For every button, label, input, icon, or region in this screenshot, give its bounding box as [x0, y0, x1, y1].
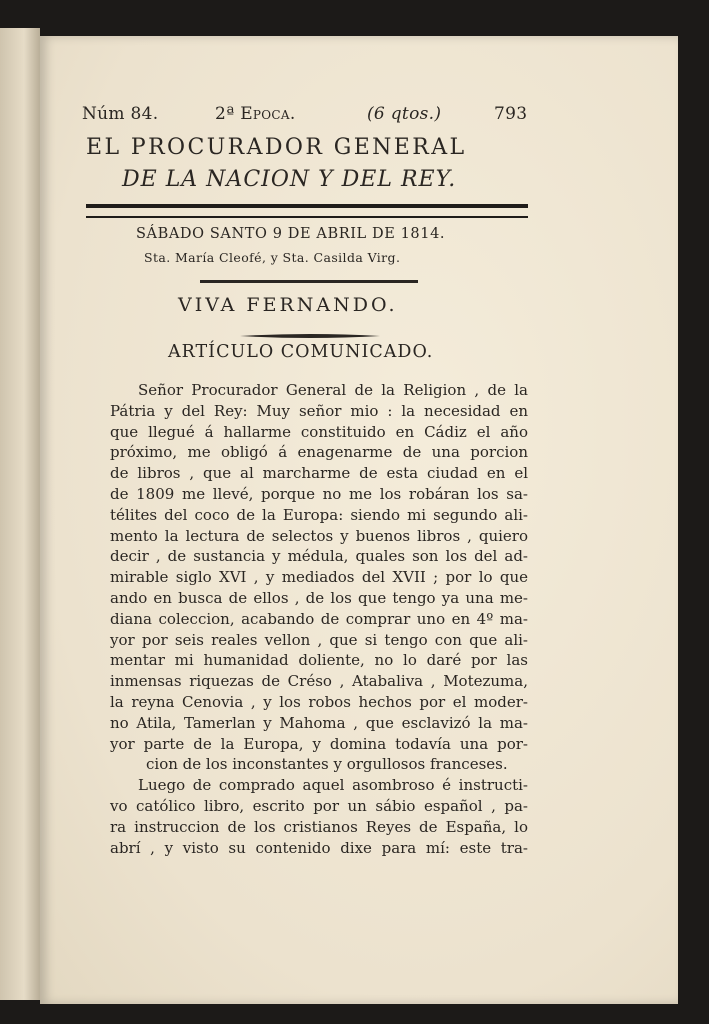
date-line: SÁBADO SANTO 9 DE ABRIL DE 1814.	[136, 226, 446, 242]
masthead-rule	[86, 204, 528, 218]
body-line: de 1809 me llevé, porque no me los robáran los sa-	[110, 484, 528, 503]
body-line: abrí , y visto su contenido dixe para mí: este tra-	[110, 838, 528, 857]
body-line: que llegué á hallarme constituido en Cádiz el año	[110, 422, 528, 441]
body-line: vo católico libro, escrito por un sábio español , pa-	[110, 796, 528, 815]
masthead-subtitle: DE LA NACION Y DEL REY.	[122, 167, 457, 192]
newspaper-page	[40, 36, 678, 1004]
body-line: decir , de sustancia y médula, quales son los del ad-	[110, 547, 528, 566]
article-title: ARTÍCULO COMUNICADO.	[168, 342, 434, 362]
body-line: no Atila, Tamerlan y Mahoma , que esclavizó la ma-	[110, 713, 528, 732]
article-body	[110, 380, 528, 858]
issue-number: Núm 84.	[82, 104, 159, 124]
body-line: mento la lectura de selectos y buenos libros , quiero	[110, 526, 528, 545]
body-line: próximo, me obligó á enagenarme de una porcion	[110, 443, 528, 462]
facing-page-edge	[0, 28, 40, 1000]
body-line: yor parte de la Europa, y domina todavía una por-	[110, 734, 528, 753]
body-line: de libros , que al marcharme de esta ciudad en el	[110, 464, 528, 483]
body-line: yor por seis reales vellon , que si tengo con que ali-	[110, 630, 528, 649]
viva-heading: VIVA FERNANDO.	[178, 294, 398, 316]
saints-line: Sta. María Cleofé, y Sta. Casilda Virg.	[144, 250, 401, 265]
body-line: Señor Procurador General de la Religion , de la	[138, 381, 528, 399]
quartos-label: (6 qtos.)	[367, 104, 442, 124]
body-line: Pátria y del Rey: Muy señor mio : la necesidad en	[110, 401, 528, 420]
header-line	[82, 104, 542, 130]
body-line: cion de los inconstantes y orgullosos franceses.	[146, 755, 508, 774]
date-rule	[200, 280, 418, 283]
body-line: la reyna Cenovia , y los robos hechos por el moder-	[110, 692, 528, 711]
masthead-title: EL PROCURADOR GENERAL	[86, 135, 467, 160]
body-line: diana coleccion, acabando de comprar uno en 4º ma-	[110, 609, 528, 628]
page-number: 793	[494, 104, 528, 124]
body-line: ra instruccion de los cristianos Reyes de España, lo	[110, 817, 528, 836]
epoch-label: 2ª Epoca.	[215, 104, 296, 124]
body-line: mirable siglo XVI , y mediados del XVII ; por lo que	[110, 568, 528, 587]
body-line: mentar mi humanidad doliente, no lo daré por las	[110, 651, 528, 670]
body-line: télites del coco de la Europa: siendo mi segundo ali-	[110, 505, 528, 524]
body-line: inmensas riquezas de Créso , Atabaliva , Motezuma,	[110, 672, 528, 691]
body-line: Luego de comprado aquel asombroso é instructi-	[138, 776, 528, 795]
ornament-divider	[240, 333, 380, 339]
body-line: ando en busca de ellos , de los que tengo ya una me-	[110, 588, 528, 607]
